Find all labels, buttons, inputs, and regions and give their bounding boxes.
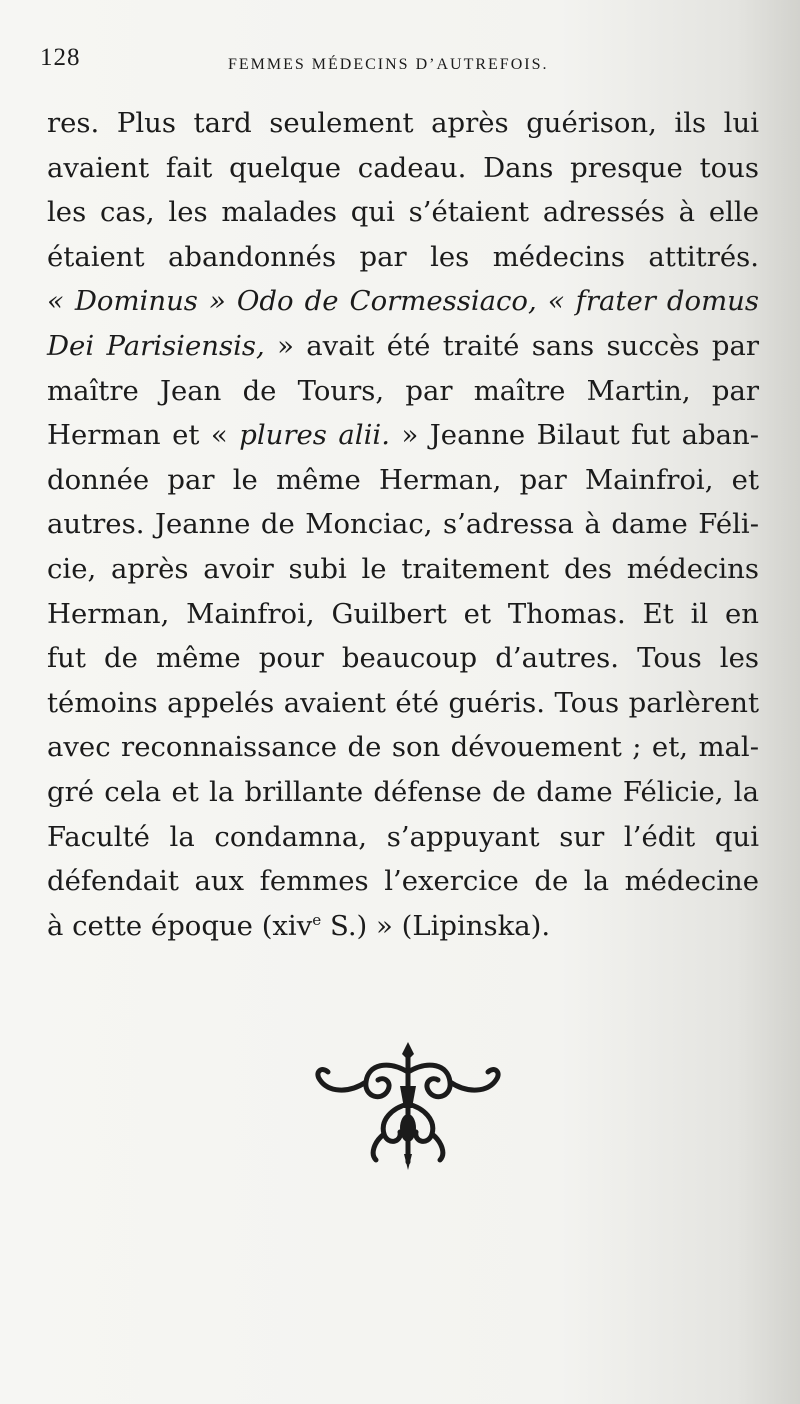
text-line: res. Plus tard seulement après guérison, ils lui — [47, 107, 759, 139]
text-line: avec reconnaissance de son dévouement ; et, mal- — [47, 731, 759, 764]
latin-title: Dei Parisiensis, — [47, 329, 265, 362]
text-span: Herman et « — [47, 419, 228, 452]
text-line — [47, 904, 759, 949]
text-line: autres. Jeanne de Monciac, s’adressa à dame Féli- — [47, 508, 759, 541]
text-line: maître Jean de Tours, par maître Martin, par — [47, 374, 759, 407]
fleuron-ornament-icon — [308, 1042, 508, 1172]
latin-title: « frater domus — [547, 285, 759, 318]
text-line: cie, après avoir subi le traitement des médecins — [47, 552, 759, 585]
text-span: à cette époque (xiv — [47, 909, 313, 942]
page-number: 128 — [40, 44, 81, 71]
latin-name: « Dominus » Odo de Cormessiaco, — [47, 285, 537, 318]
text-line: les cas, les malades qui s’étaient adressés à elle — [47, 196, 759, 229]
text-span: » Jeanne Bilaut fut aban- — [401, 419, 759, 452]
text-line: donnée par le même Herman, par Mainfroi, et — [47, 463, 759, 496]
text-line: défendait aux femmes l’exercice de la médecine — [47, 865, 759, 898]
text-line: avaient fait quelque cadeau. Dans presque tous — [47, 151, 759, 184]
text-line: Herman, Mainfroi, Guilbert et Thomas. Et il en — [47, 597, 759, 630]
body-text — [47, 101, 759, 948]
superscript: e — [312, 910, 322, 929]
running-head: FEMMES MÉDECINS D’AUTREFOIS. — [228, 56, 549, 73]
text-line — [47, 279, 759, 324]
text-line: fut de même pour beaucoup d’autres. Tous les — [47, 642, 759, 675]
text-line: Faculté la condamna, s’appuyant sur l’édit qui — [47, 820, 759, 853]
text-span: » avait été traité sans succès par — [277, 329, 759, 362]
text-span: S.) » (Lipinska). — [321, 909, 551, 942]
text-line: gré cela et la brillante défense de dame Félicie, la — [47, 775, 759, 808]
text-line: étaient abandonnés par les médecins attitrés. — [47, 240, 759, 273]
text-line — [47, 413, 759, 458]
latin-phrase: plures alii. — [239, 419, 390, 452]
text-line — [47, 324, 759, 369]
text-line: témoins appelés avaient été guéris. Tous parlèrent — [47, 686, 759, 719]
